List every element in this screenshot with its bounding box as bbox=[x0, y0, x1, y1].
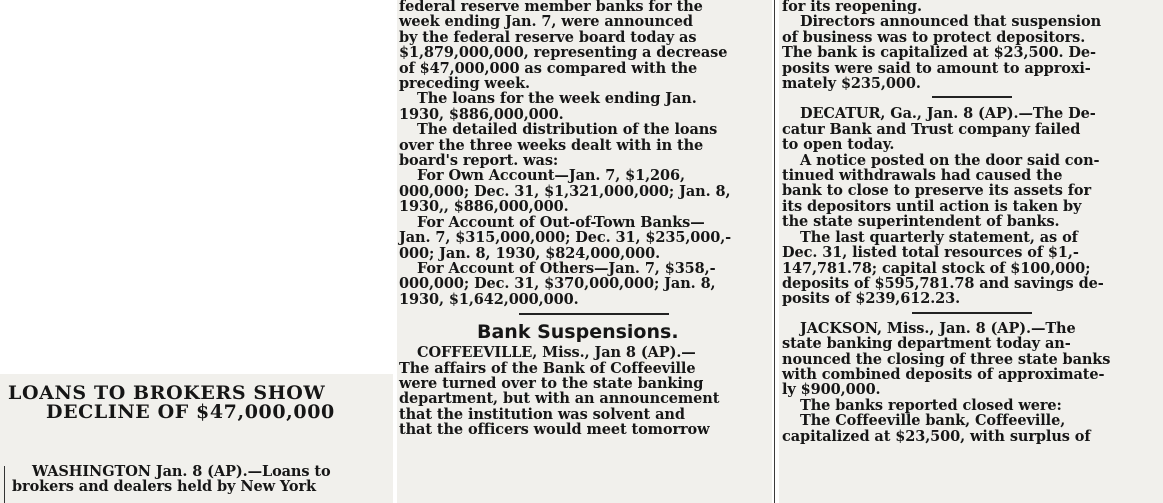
text-line: to open today. bbox=[782, 136, 895, 154]
text-line: COFFEEVILLE, Miss., Jan 8 (AP).— bbox=[417, 344, 696, 362]
text-line: $1,879,000,000, representing a decrease bbox=[399, 44, 728, 62]
column-3 bbox=[779, 0, 1163, 503]
article-body bbox=[12, 464, 331, 495]
text-line: JACKSON, Miss., Jan. 8 (AP).—The bbox=[800, 319, 1076, 337]
text-line: For Own Account—Jan. 7, $1,206, bbox=[417, 167, 685, 185]
column-rule bbox=[774, 0, 775, 503]
text-line: preceding week. bbox=[399, 75, 530, 93]
column-1 bbox=[0, 374, 393, 503]
text-line: over the three weeks dealt with in the bbox=[399, 136, 704, 154]
text-line: The banks reported closed were: bbox=[800, 396, 1062, 414]
text-line: DECATUR, Ga., Jan. 8 (AP).—The De- bbox=[800, 105, 1096, 123]
text-line: 147,781.78; capital stock of $100,000; bbox=[782, 259, 1091, 277]
text-line: 1930, $1,642,000,000. bbox=[399, 290, 579, 308]
headline-line-2: DECLINE OF $47,000,000 bbox=[46, 401, 335, 424]
text-line: catur Bank and Trust company failed bbox=[782, 120, 1081, 138]
text-line: state banking department today an- bbox=[782, 335, 1071, 353]
text-line: week ending Jan. 7, were announced bbox=[399, 13, 693, 31]
text-line: ly $900,000. bbox=[782, 381, 881, 399]
text-line: nounced the closing of three state banks bbox=[782, 350, 1111, 368]
text-line: by the federal reserve board today as bbox=[399, 28, 697, 46]
text-line: that the officers would meet tomorrow bbox=[399, 421, 710, 439]
text-line: 000,000; Dec. 31, $1,321,000,000; Jan. 8, bbox=[399, 182, 731, 200]
text-line: Dec. 31, listed total resources of $1,- bbox=[782, 244, 1079, 262]
text-line: Directors announced that suspension bbox=[800, 13, 1102, 31]
text-line: 000; Jan. 8, 1930, $824,000,000. bbox=[399, 244, 661, 262]
article-body bbox=[399, 0, 731, 438]
headline-line-1: LOANS TO BROKERS SHOW bbox=[8, 382, 326, 404]
text-line: The affairs of the Bank of Coffeeville bbox=[399, 359, 696, 377]
text-line: posits were said to amount to approxi- bbox=[782, 59, 1091, 77]
text-line: The loans for the week ending Jan. bbox=[417, 90, 697, 108]
text-line: Jan. 7, $315,000,000; Dec. 31, $235,000,- bbox=[399, 229, 732, 247]
text-line: The last quarterly statement, as of bbox=[800, 228, 1078, 246]
text-line: that the institution was solvent and bbox=[399, 405, 685, 423]
text-line: bank to close to preserve its assets for bbox=[782, 182, 1092, 200]
text-line: tinued withdrawals had caused the bbox=[782, 167, 1063, 185]
text-line: The bank is capitalized at $23,500. De- bbox=[782, 44, 1096, 62]
text-line: for its reopening. bbox=[782, 0, 922, 15]
section-divider bbox=[519, 313, 669, 315]
text-line: The detailed distribution of the loans bbox=[417, 121, 718, 139]
text-line: department, but with an announcement bbox=[399, 390, 720, 408]
section-divider bbox=[912, 312, 1032, 314]
text-line: For Account of Others—Jan. 7, $358,- bbox=[417, 259, 716, 277]
text-line: were turned over to the state banking bbox=[399, 374, 704, 392]
text-line: federal reserve member banks for the bbox=[399, 0, 703, 15]
text-line: The Coffeeville bank, Coffeeville, bbox=[800, 412, 1066, 430]
text-line: For Account of Out-of-Town Banks— bbox=[417, 213, 705, 231]
article-headline bbox=[8, 382, 335, 424]
text-line: the state superintendent of banks. bbox=[782, 213, 1060, 231]
text-line: 1930,, $886,000,000. bbox=[399, 198, 569, 216]
text-line: brokers and dealers held by New York bbox=[12, 478, 316, 496]
text-line: of $47,000,000 as compared with the bbox=[399, 59, 698, 77]
column-rule bbox=[4, 466, 5, 503]
text-line: WASHINGTON Jan. 8 (AP).—Loans to bbox=[32, 463, 331, 480]
text-line: capitalized at $23,500, with surplus of bbox=[782, 427, 1091, 445]
text-line: of business was to protect depositors. bbox=[782, 28, 1086, 46]
text-line: posits of $239,612.23. bbox=[782, 290, 961, 308]
text-line: 1930, $886,000,000. bbox=[399, 105, 564, 123]
text-line: mately $235,000. bbox=[782, 75, 921, 93]
section-subhead: Bank Suspensions. bbox=[477, 321, 679, 344]
section-divider bbox=[932, 96, 1012, 98]
text-line: with combined deposits of approximate- bbox=[782, 365, 1105, 383]
column-2 bbox=[397, 0, 772, 503]
article-body bbox=[782, 0, 1110, 444]
text-line: board's report. was: bbox=[399, 152, 559, 170]
text-line: 000,000; Dec. 31, $370,000,000; Jan. 8, bbox=[399, 275, 716, 293]
text-line: its depositors until action is taken by bbox=[782, 197, 1082, 215]
text-line: A notice posted on the door said con- bbox=[800, 151, 1100, 169]
text-line: deposits of $595,781.78 and savings de- bbox=[782, 274, 1104, 292]
